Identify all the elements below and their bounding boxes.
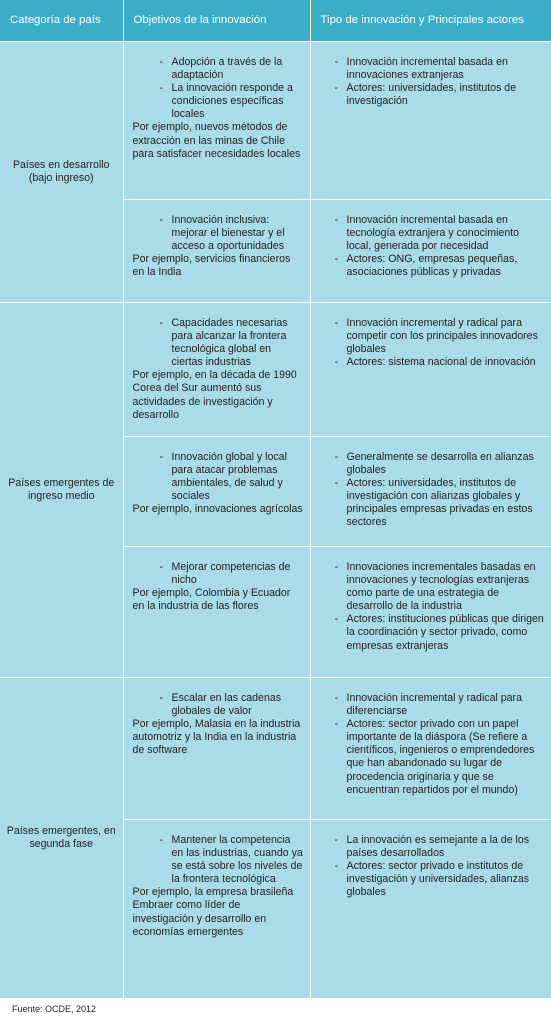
category-cell: Países en desarrollo (bajo ingreso) — [0, 42, 123, 303]
example-text: Por ejemplo, en la década de 1990 Corea del Sur aumentó sus actividades de investigación y desarrollo — [132, 369, 297, 421]
objectives-cell — [123, 437, 310, 547]
objectives-cell — [123, 678, 310, 820]
actors-item: - Actores: universidades, institutos de investigación con alianzas globales y principales empresas privadas en estos sectores — [319, 477, 546, 529]
header-category: Categoría de país — [0, 0, 123, 42]
type-actors-cell — [310, 678, 551, 820]
objectives-cell — [123, 200, 310, 303]
type-item: - Innovaciones incrementales basadas en innovaciones y tecnologías extranjeras como parte de una estrategia de desarrollo de la industria — [319, 561, 546, 613]
type-actors-cell — [310, 547, 551, 678]
type-actors-cell — [310, 820, 551, 999]
objectives-cell — [123, 547, 310, 678]
category-cell: Países emergentes de ingreso medio — [0, 303, 123, 678]
actors-item: - Actores: sector privado con un papel importante de la diáspora (Se refiere a científicos, ingenieros o emprendedores que han abandonado su lugar de procedencia originaria y que se encuentran repartidos por el mundo) — [319, 718, 546, 797]
table-row — [0, 42, 551, 200]
example-text: Por ejemplo, la empresa brasileña Embraer como líder de investigación y desarrollo en economías emergentes — [132, 886, 294, 938]
type-item: - Innovación incremental basada en tecnología extranjera y conocimiento local, generada por necesidad — [319, 214, 546, 253]
example-text: Por ejemplo, innovaciones agrícolas — [132, 503, 303, 516]
source-note: Fuente: OCDE, 2012 — [12, 1004, 97, 1014]
header-row — [0, 0, 551, 42]
example-text: Por ejemplo, nuevos métodos de extracción en las minas de Chile para satisfacer necesidades locales — [132, 121, 301, 160]
header-type-actors: Tipo de innovación y Principales actores — [310, 0, 551, 42]
header-objectives: Objetivos de la innovación — [123, 0, 310, 42]
objectives-cell — [123, 820, 310, 999]
objective-item: - Escalar en las cadenas globales de valor — [132, 692, 304, 718]
objective-item: - Innovación inclusiva: mejorar el bienestar y el acceso a oportunidades — [132, 214, 304, 253]
actors-item: - Actores: instituciones públicas que dirigen la coordinación y sector privado, como empresas extranjeras — [319, 613, 546, 652]
objective-item: - Innovación global y local para atacar problemas ambientales, de salud y sociales — [132, 451, 304, 503]
actors-item: - Actores: sector privado e institutos de investigación y universidades, alianzas globales — [319, 860, 546, 899]
example-text: Por ejemplo, servicios financieros en la India — [132, 253, 291, 279]
objective-item: - La innovación responde a condiciones específicas locales — [132, 82, 304, 121]
example-text: Por ejemplo, Malasia en la industria automotriz y la India en la industria de software — [132, 718, 301, 757]
actors-item: - Actores: sistema nacional de innovación — [319, 356, 546, 369]
objective-item: - Mejorar competencias de nicho — [132, 561, 304, 587]
type-actors-cell — [310, 42, 551, 200]
type-item: - La innovación es semejante a la de los países desarrollados — [319, 834, 546, 860]
table-row — [0, 303, 551, 437]
type-item: - Generalmente se desarrolla en alianzas globales — [319, 451, 546, 477]
actors-item: - Actores: ONG, empresas pequeñas, asociaciones públicas y privadas — [319, 253, 546, 279]
type-item: - Innovación incremental basada en innovaciones extranjeras — [319, 56, 546, 82]
objectives-cell — [123, 42, 310, 200]
type-actors-cell — [310, 437, 551, 547]
category-cell: Países emergentes, en segunda fase — [0, 678, 123, 999]
example-text: Por ejemplo, Colombia y Ecuador en la industria de las flores — [132, 587, 291, 613]
type-item: - Innovación incremental y radical para diferenciarse — [319, 692, 546, 718]
objective-item: - Mantener la competencia en las industrias, cuando ya se está sobre los niveles de la frontera tecnológica — [132, 834, 304, 886]
type-actors-cell — [310, 200, 551, 303]
actors-item: - Actores: universidades, institutos de investigación — [319, 82, 546, 108]
type-item: - Innovación incremental y radical para competir con los principales innovadores globales — [319, 317, 546, 356]
objective-item: - Capacidades necesarias para alcanzar la frontera tecnológica global en ciertas industrias — [132, 317, 304, 369]
type-actors-cell — [310, 303, 551, 437]
objectives-cell — [123, 303, 310, 437]
table-row — [0, 678, 551, 820]
objective-item: - Adopción a través de la adaptación — [132, 56, 304, 82]
